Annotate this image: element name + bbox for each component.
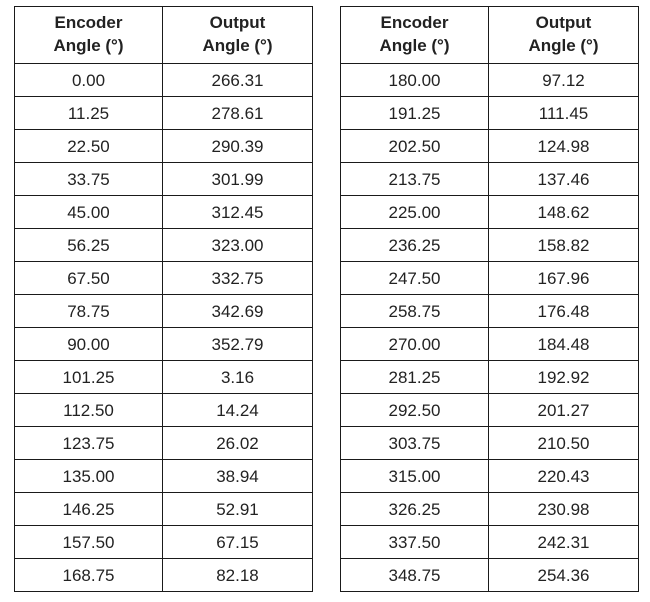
encoder-angle-cell: 123.75	[15, 427, 163, 460]
output-angle-cell: 220.43	[489, 460, 639, 493]
encoder-angle-cell: 326.25	[341, 493, 489, 526]
output-angle-cell: 352.79	[163, 328, 313, 361]
table-row	[15, 526, 313, 559]
table-row	[15, 97, 313, 130]
encoder-angle-cell: 168.75	[15, 559, 163, 592]
output-angle-cell: 38.94	[163, 460, 313, 493]
output-angle-cell: 266.31	[163, 64, 313, 97]
output-angle-header	[489, 7, 639, 64]
encoder-angle-cell: 303.75	[341, 427, 489, 460]
table-row	[15, 229, 313, 262]
output-angle-cell: 14.24	[163, 394, 313, 427]
table-row	[15, 196, 313, 229]
output-angle-cell: 26.02	[163, 427, 313, 460]
table-row	[341, 559, 639, 592]
encoder-angle-cell: 157.50	[15, 526, 163, 559]
output-angle-cell: 230.98	[489, 493, 639, 526]
table-row	[341, 427, 639, 460]
encoder-angle-cell: 348.75	[341, 559, 489, 592]
table-row	[341, 196, 639, 229]
output-angle-cell: 323.00	[163, 229, 313, 262]
header-line: Encoder	[54, 13, 123, 33]
output-angle-cell: 192.92	[489, 361, 639, 394]
output-angle-cell: 137.46	[489, 163, 639, 196]
table-row	[341, 163, 639, 196]
table-row	[341, 493, 639, 526]
table-row	[341, 262, 639, 295]
output-angle-cell: 342.69	[163, 295, 313, 328]
output-angle-cell: 148.62	[489, 196, 639, 229]
table-row	[15, 328, 313, 361]
output-angle-cell: 167.96	[489, 262, 639, 295]
encoder-angle-cell: 0.00	[15, 64, 163, 97]
header-row	[341, 7, 639, 64]
header-line: Output	[209, 13, 266, 33]
output-angle-cell: 158.82	[489, 229, 639, 262]
encoder-angle-header	[341, 7, 489, 64]
encoder-angle-header	[15, 7, 163, 64]
output-angle-cell: 52.91	[163, 493, 313, 526]
table-row	[15, 295, 313, 328]
encoder-angle-cell: 112.50	[15, 394, 163, 427]
table-row	[15, 262, 313, 295]
header-line: Encoder	[380, 13, 449, 33]
table-row	[341, 229, 639, 262]
table-row	[15, 64, 313, 97]
output-angle-cell: 111.45	[489, 97, 639, 130]
encoder-angle-cell: 191.25	[341, 97, 489, 130]
output-angle-cell: 210.50	[489, 427, 639, 460]
encoder-angle-cell: 22.50	[15, 130, 163, 163]
header-line: Angle (°)	[53, 36, 124, 55]
encoder-angle-cell: 45.00	[15, 196, 163, 229]
encoder-angle-cell: 315.00	[341, 460, 489, 493]
table-row	[341, 361, 639, 394]
output-angle-cell: 254.36	[489, 559, 639, 592]
table-row	[15, 460, 313, 493]
header-line: Angle (°)	[202, 36, 273, 55]
table-row	[15, 559, 313, 592]
encoder-angle-cell: 135.00	[15, 460, 163, 493]
table-row	[341, 130, 639, 163]
output-angle-cell: 3.16	[163, 361, 313, 394]
header-row	[15, 7, 313, 64]
encoder-angle-cell: 202.50	[341, 130, 489, 163]
header-line: Angle (°)	[379, 36, 450, 55]
angle-table-right	[340, 6, 639, 592]
output-angle-cell: 332.75	[163, 262, 313, 295]
encoder-angle-cell: 225.00	[341, 196, 489, 229]
encoder-angle-cell: 281.25	[341, 361, 489, 394]
table-row	[15, 163, 313, 196]
encoder-angle-cell: 292.50	[341, 394, 489, 427]
encoder-angle-cell: 236.25	[341, 229, 489, 262]
encoder-angle-cell: 247.50	[341, 262, 489, 295]
output-angle-cell: 97.12	[489, 64, 639, 97]
encoder-angle-cell: 78.75	[15, 295, 163, 328]
output-angle-cell: 201.27	[489, 394, 639, 427]
output-angle-cell: 67.15	[163, 526, 313, 559]
output-angle-cell: 124.98	[489, 130, 639, 163]
table-row	[341, 394, 639, 427]
encoder-angle-cell: 146.25	[15, 493, 163, 526]
table-row	[15, 361, 313, 394]
output-angle-cell: 278.61	[163, 97, 313, 130]
encoder-angle-cell: 90.00	[15, 328, 163, 361]
table-row	[341, 64, 639, 97]
table-row	[341, 460, 639, 493]
output-angle-cell: 176.48	[489, 295, 639, 328]
encoder-angle-cell: 258.75	[341, 295, 489, 328]
table-row	[15, 493, 313, 526]
output-angle-cell: 184.48	[489, 328, 639, 361]
table-row	[341, 97, 639, 130]
encoder-angle-cell: 33.75	[15, 163, 163, 196]
header-line: Angle (°)	[528, 36, 599, 55]
angle-table-left	[14, 6, 313, 592]
output-angle-cell: 242.31	[489, 526, 639, 559]
output-angle-cell: 301.99	[163, 163, 313, 196]
encoder-angle-cell: 11.25	[15, 97, 163, 130]
output-angle-cell: 290.39	[163, 130, 313, 163]
encoder-angle-cell: 337.50	[341, 526, 489, 559]
table-row	[15, 427, 313, 460]
encoder-angle-cell: 101.25	[15, 361, 163, 394]
table-row	[15, 394, 313, 427]
table-row	[341, 295, 639, 328]
output-angle-cell: 312.45	[163, 196, 313, 229]
table-row	[341, 526, 639, 559]
encoder-angle-cell: 270.00	[341, 328, 489, 361]
output-angle-header	[163, 7, 313, 64]
encoder-angle-cell: 180.00	[341, 64, 489, 97]
header-line: Output	[535, 13, 592, 33]
encoder-angle-cell: 56.25	[15, 229, 163, 262]
table-row	[341, 328, 639, 361]
table-row	[15, 130, 313, 163]
output-angle-cell: 82.18	[163, 559, 313, 592]
encoder-angle-cell: 213.75	[341, 163, 489, 196]
encoder-angle-cell: 67.50	[15, 262, 163, 295]
